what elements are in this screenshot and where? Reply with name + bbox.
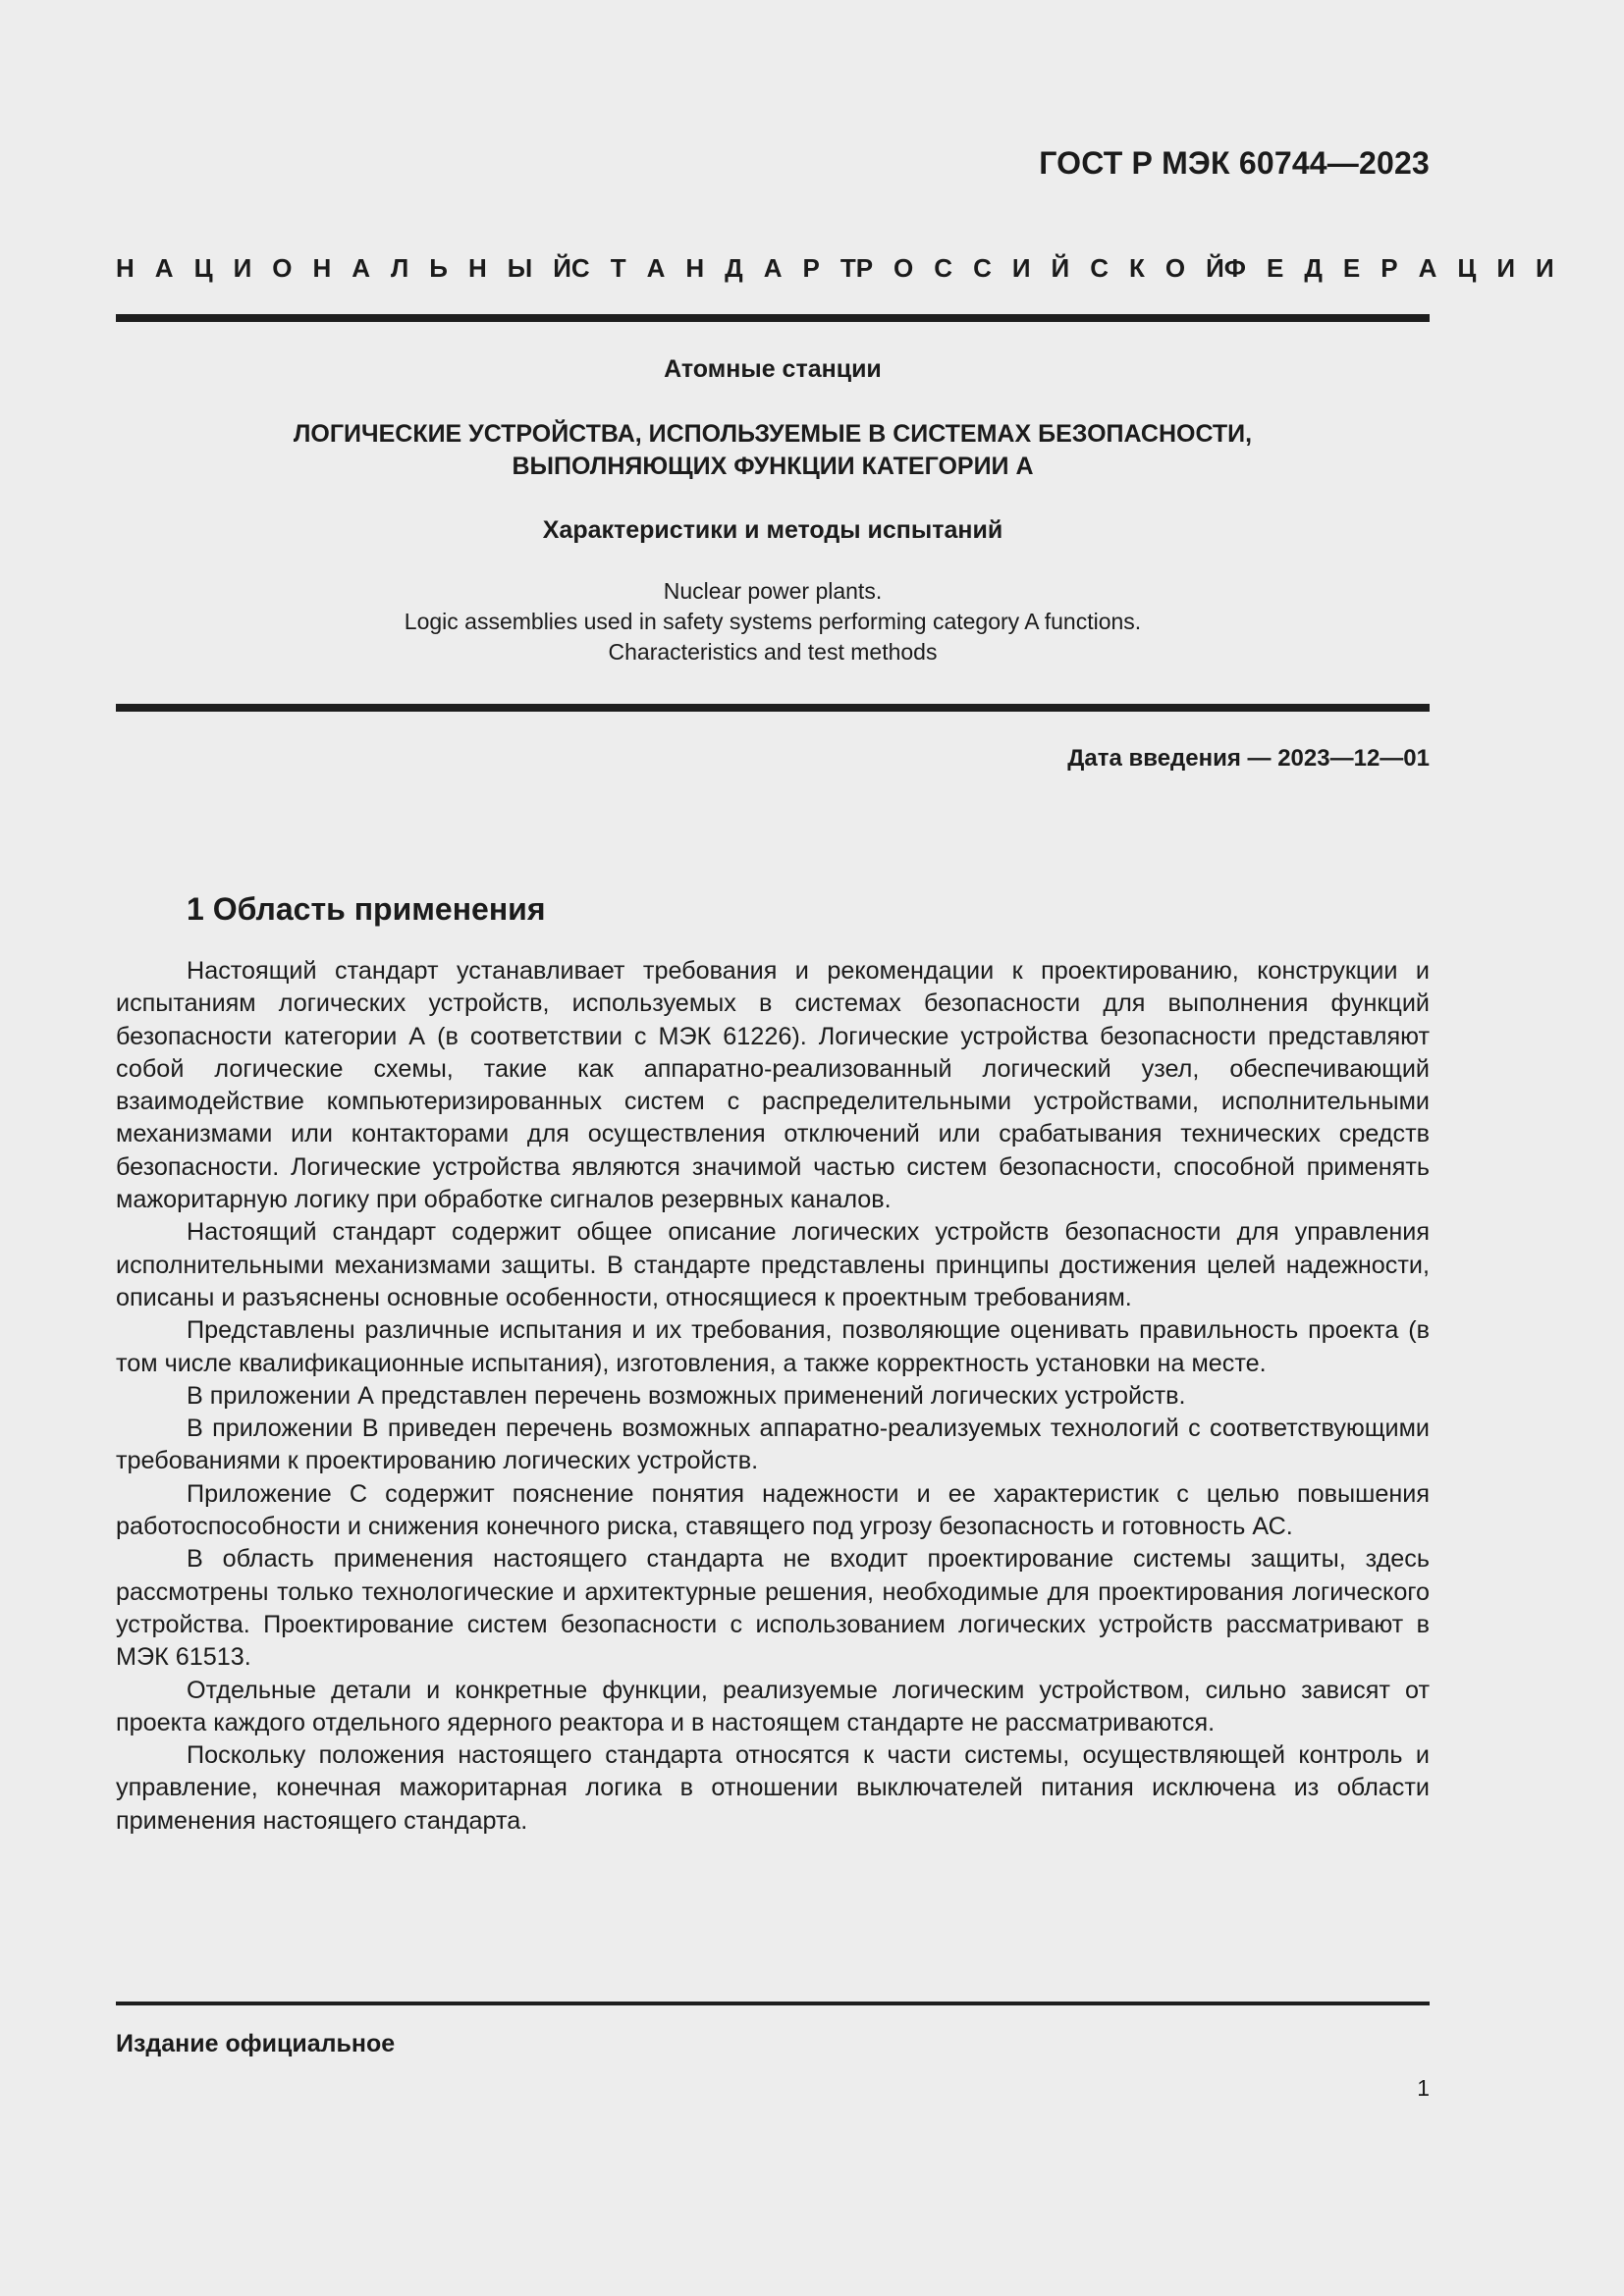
paragraph: В приложении А представлен перечень возможных применений логических устройств. [187,1381,1186,1410]
paragraph: Настоящий стандарт устанавливает требования и рекомендации к проектированию, конструкции и испытаниям логических устройств, используемых в системах безопасности для выполнения функций безопасности категории А (в соответствии с МЭК 61226). Логические устройства безопасности представляют собой логические схемы, такие как аппаратно-реализованный логический узел, обеспечивающий взаимодействие компьютеризированных систем с распределительными устройствами, исполнительными механизмами или контакторами для осуществления отключений или срабатывания технических средств безопасности. Логические устройства являются значимой частью систем безопасности, способной применять мажоритарную логику при обработке сигналов резервных каналов. [116,957,1430,1214]
page-number: 1 [1417,2075,1430,2101]
title-ru-line: ЛОГИЧЕСКИЕ УСТРОЙСТВА, ИСПОЛЬЗУЕМЫЕ В СИСТЕМАХ БЕЗОПАСНОСТИ, [293,420,1253,448]
banner-word: Н А Ц И О Н А Л Ь Н Ы Й [116,253,571,283]
title-ru-line: ВЫПОЛНЯЮЩИХ ФУНКЦИИ КАТЕГОРИИ А [512,453,1034,480]
banner-word: Р О С С И Й С К О Й [855,253,1224,283]
introduction-date: Дата введения — 2023—12—01 [1067,745,1430,772]
paragraph: Отдельные детали и конкретные функции, реализуемые логическим устройством, сильно зависят от проекта каждого отдельного ядерного реактора и в настоящем стандарте не рассматриваются. [116,1676,1430,1736]
banner-word: С Т А Н Д А Р Т [570,253,856,283]
paragraph: Поскольку положения настоящего стандарта относятся к части системы, осуществляющей контроль и управление, конечная мажоритарная логика в отношении выключателей питания исключена из области применения настоящего стандарта. [116,1741,1430,1835]
title-ru [116,418,1430,483]
document-page [116,0,1554,2296]
subtitle-ru: Атомные станции [664,355,882,383]
official-edition: Издание официальное [116,2030,396,2057]
standard-code: ГОСТ Р МЭК 60744—2023 [1039,145,1430,181]
section-heading: 1 Область применения [187,891,546,927]
title-en-line: Nuclear power plants. [663,578,883,604]
paragraph: В приложении В приведен перечень возможных аппаратно-реализуемых технологий с соответствующими требованиями к проектированию логических устройств. [116,1415,1430,1475]
subtitle-characteristics: Характеристики и методы испытаний [542,516,1003,544]
national-standard-banner [116,253,1554,284]
paragraph: Настоящий стандарт содержит общее описание логических устройств безопасности для управления исполнительными механизмами защиты. В стандарте представлены принципы достижения целей надежности, описаны и разъяснены основные особенности, относящиеся к проектным требованиям. [116,1218,1430,1311]
paragraph: В область применения настоящего стандарта не входит проектирование системы защиты, здесь рассмотрены только технологические и архитектурные решения, необходимые для проектирования логического устройства. Проектирование систем безопасности с использованием логических устройств рассматривают в МЭК 61513. [116,1545,1430,1672]
paragraph: Приложение С содержит пояснение понятия надежности и ее характеристик с целью повышения работоспособности и снижения конечного риска, ставящего под угрозу безопасность и готовность АС. [116,1479,1430,1541]
title-en-line: Characteristics and test methods [608,639,938,665]
footer-divider [116,2002,1430,2005]
paragraph: Представлены различные испытания и их требования, позволяющие оценивать правильность проекта (в том числе квалификационные испытания), изготовления, а также корректность установки на месте. [116,1316,1430,1377]
section-body [116,955,1430,1838]
title-en-line: Logic assemblies used in safety systems performing category A functions. [404,609,1142,634]
top-divider [116,314,1430,322]
title-en [116,576,1430,667]
banner-word: Ф Е Д Е Р А Ц И И [1223,253,1554,283]
title-bottom-divider [116,704,1430,712]
